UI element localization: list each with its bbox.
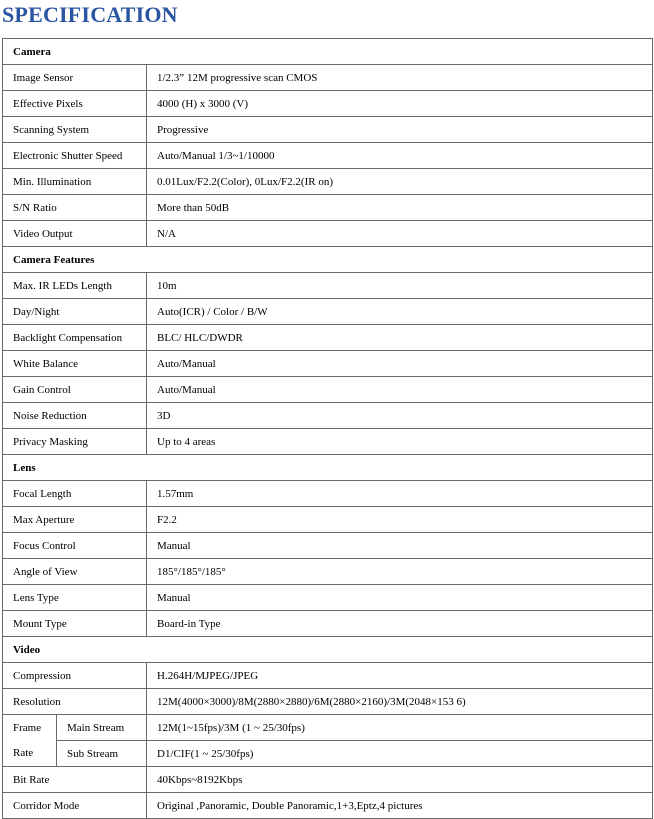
spec-row: [3, 689, 653, 715]
spec-label: Focus Control: [3, 533, 147, 559]
spec-label: Effective Pixels: [3, 91, 147, 117]
spec-value: BLC/ HLC/DWDR: [147, 325, 653, 351]
spec-label: Angle of View: [3, 559, 147, 585]
page-title: SPECIFICATION: [2, 2, 178, 27]
spec-value: D1/CIF(1 ~ 25/30fps): [147, 741, 653, 767]
spec-label: Lens Type: [3, 585, 147, 611]
spec-value: Manual: [147, 585, 653, 611]
spec-label: Noise Reduction: [3, 403, 147, 429]
spec-label: Gain Control: [3, 377, 147, 403]
spec-label: S/N Ratio: [3, 195, 147, 221]
spec-row: [3, 715, 653, 741]
spec-row: [3, 169, 653, 195]
spec-row: [3, 91, 653, 117]
spec-label: Day/Night: [3, 299, 147, 325]
spec-row: [3, 273, 653, 299]
spec-value: Board-in Type: [147, 611, 653, 637]
spec-row: [3, 767, 653, 793]
section-header-row: [3, 39, 653, 65]
spec-row: [3, 741, 653, 767]
spec-row: [3, 559, 653, 585]
spec-label: Electronic Shutter Speed: [3, 143, 147, 169]
spec-row: [3, 65, 653, 91]
spec-value: 185°/185°/185°: [147, 559, 653, 585]
spec-value: 3D: [147, 403, 653, 429]
section-header-row: [3, 637, 653, 663]
spec-row: [3, 403, 653, 429]
spec-label: Image Sensor: [3, 65, 147, 91]
spec-label: Bit Rate: [3, 767, 147, 793]
spec-row: [3, 195, 653, 221]
spec-row: [3, 481, 653, 507]
section-header-row: [3, 455, 653, 481]
spec-value: 12M(1~15fps)/3M (1 ~ 25/30fps): [147, 715, 653, 741]
spec-value: 0.01Lux/F2.2(Color), 0Lux/F2.2(IR on): [147, 169, 653, 195]
spec-row: [3, 221, 653, 247]
spec-row: [3, 533, 653, 559]
spec-label: Min. Illumination: [3, 169, 147, 195]
spec-row: [3, 117, 653, 143]
spec-label: Mount Type: [3, 611, 147, 637]
spec-value: More than 50dB: [147, 195, 653, 221]
spec-row: [3, 325, 653, 351]
spec-label: Max. IR LEDs Length: [3, 273, 147, 299]
spec-label: Video Output: [3, 221, 147, 247]
section-title-camera: Camera: [3, 39, 653, 65]
spec-row: [3, 377, 653, 403]
section-title-lens: Lens: [3, 455, 653, 481]
frame-rate-label-bottom: Rate: [3, 741, 57, 767]
spec-value: 10m: [147, 273, 653, 299]
spec-value: Up to 4 areas: [147, 429, 653, 455]
spec-label: Scanning System: [3, 117, 147, 143]
spec-value: 1.57mm: [147, 481, 653, 507]
spec-row: [3, 663, 653, 689]
spec-value: Auto/Manual 1/3~1/10000: [147, 143, 653, 169]
spec-label: Corridor Mode: [3, 793, 147, 819]
section-header-row: [3, 247, 653, 273]
spec-value: Auto/Manual: [147, 351, 653, 377]
spec-value: 12M(4000×3000)/8M(2880×2880)/6M(2880×2160)/3M(2048×153 6): [147, 689, 653, 715]
spec-value: 1/2.3” 12M progressive scan CMOS: [147, 65, 653, 91]
spec-label: Focal Length: [3, 481, 147, 507]
spec-label: Privacy Masking: [3, 429, 147, 455]
spec-row: [3, 143, 653, 169]
spec-value: Original ,Panoramic, Double Panoramic,1+3,Eptz,4 pictures: [147, 793, 653, 819]
spec-value: 40Kbps~8192Kbps: [147, 767, 653, 793]
spec-value: N/A: [147, 221, 653, 247]
spec-sublabel: Main Stream: [57, 715, 147, 741]
spec-value: Progressive: [147, 117, 653, 143]
spec-value: F2.2: [147, 507, 653, 533]
spec-row: [3, 299, 653, 325]
spec-value: Manual: [147, 533, 653, 559]
section-title-video: Video: [3, 637, 653, 663]
spec-label: Resolution: [3, 689, 147, 715]
spec-sublabel: Sub Stream: [57, 741, 147, 767]
spec-value: H.264H/MJPEG/JPEG: [147, 663, 653, 689]
frame-rate-label-top: Frame: [3, 715, 57, 741]
spec-row: [3, 585, 653, 611]
spec-row: [3, 611, 653, 637]
spec-label: Max Aperture: [3, 507, 147, 533]
spec-value: 4000 (H) x 3000 (V): [147, 91, 653, 117]
spec-row: [3, 351, 653, 377]
section-title-camera-features: Camera Features: [3, 247, 653, 273]
spec-label: Backlight Compensation: [3, 325, 147, 351]
spec-label: White Balance: [3, 351, 147, 377]
spec-label: Compression: [3, 663, 147, 689]
spec-value: Auto(ICR) / Color / B/W: [147, 299, 653, 325]
spec-value: Auto/Manual: [147, 377, 653, 403]
specification-table: [2, 38, 653, 819]
spec-row: [3, 507, 653, 533]
spec-row: [3, 429, 653, 455]
